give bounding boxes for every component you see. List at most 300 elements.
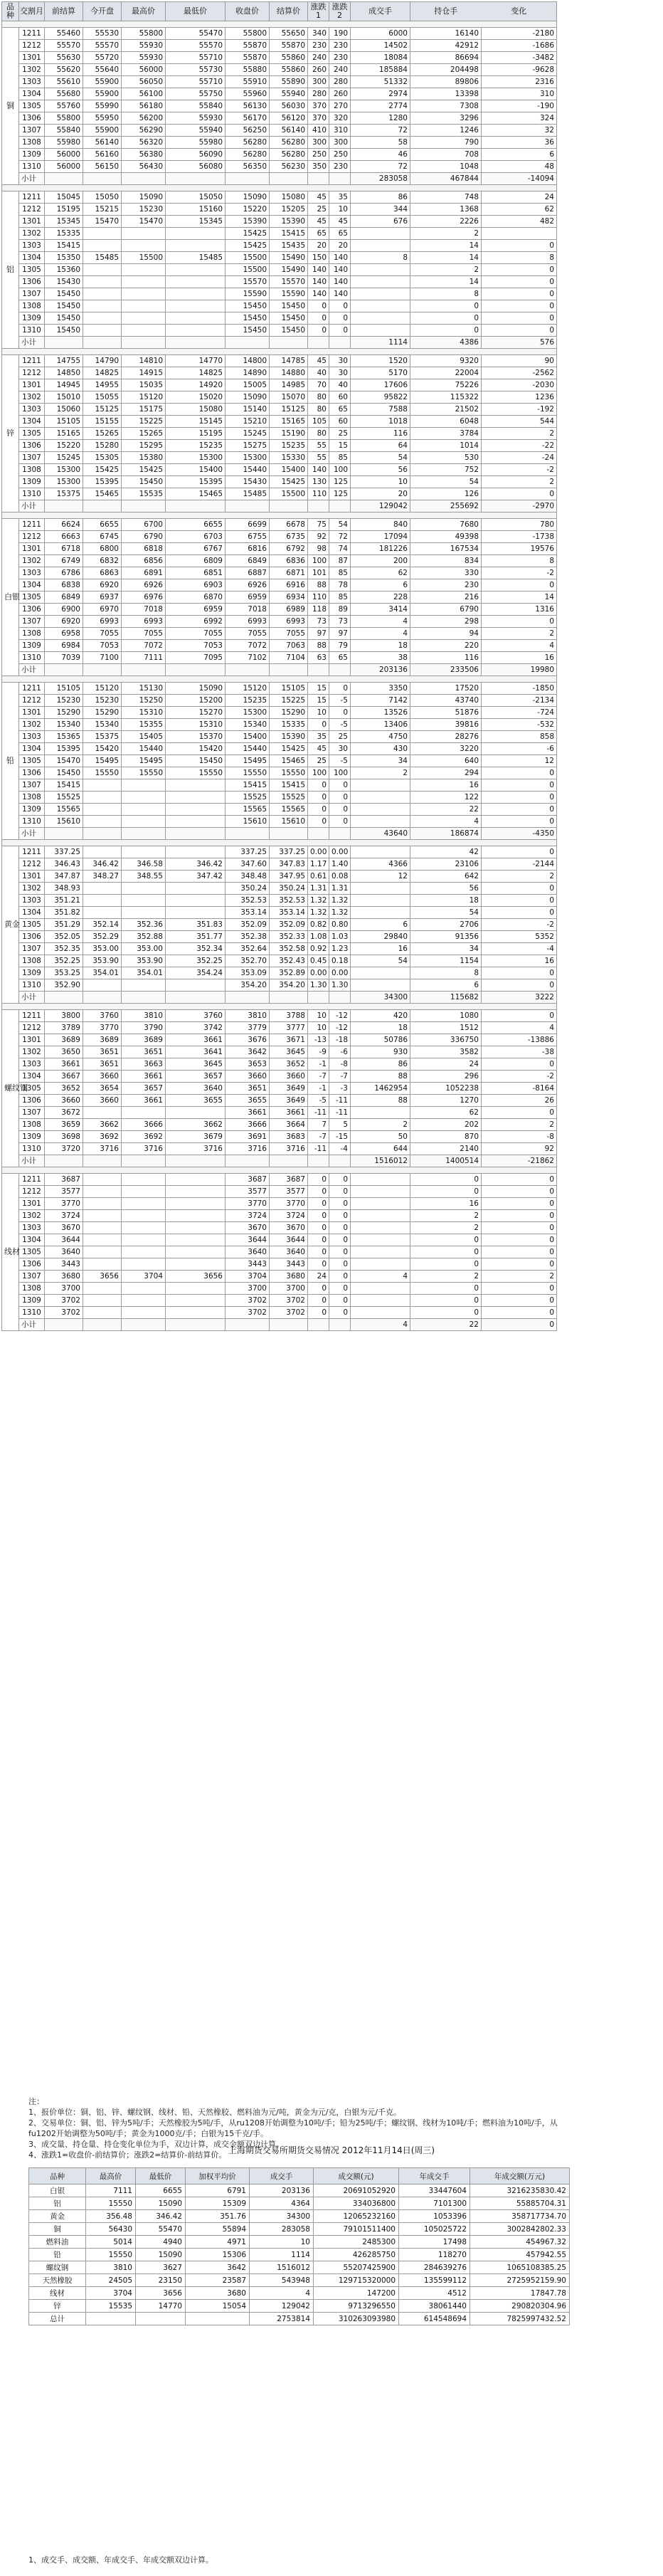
table-cell: 15090: [166, 683, 226, 695]
table-cell: 62: [482, 204, 557, 216]
table-cell: 1308: [19, 792, 45, 804]
table-cell: [83, 883, 122, 895]
table-row: [2, 191, 557, 204]
table-cell: 4: [351, 1271, 410, 1283]
table-cell: 3443: [45, 1258, 83, 1271]
futures-daily-table: [1, 1, 557, 1331]
table-cell: 3664: [270, 1119, 308, 1131]
table-cell: 62: [351, 567, 410, 579]
empty-cell: [83, 1319, 122, 1331]
table-cell: 7039: [45, 652, 83, 664]
table-cell: 6836: [270, 555, 308, 567]
column-header: 涨跌2: [329, 2, 351, 21]
table-cell: 7588: [351, 404, 410, 416]
table-cell: 15055: [83, 391, 122, 404]
table-cell: 15450: [226, 325, 270, 337]
table-cell: 15430: [226, 476, 270, 488]
summary-row: [29, 2210, 570, 2223]
table-cell: 55460: [45, 28, 83, 40]
table-cell: 1306: [19, 1258, 45, 1271]
table-cell: 15130: [122, 683, 166, 695]
product-name: 螺纹钢: [2, 1010, 19, 1167]
table-cell: 55620: [45, 64, 83, 76]
table-cell: 1246: [410, 125, 482, 137]
table-cell: 310263093980: [314, 2313, 399, 2325]
table-cell: 55760: [45, 100, 83, 112]
table-cell: 17094: [351, 531, 410, 543]
table-row: [2, 1010, 557, 1022]
table-cell: -1: [308, 1083, 329, 1095]
table-cell: 2: [410, 1210, 482, 1222]
section-separator: [2, 349, 557, 355]
table-cell: 370: [308, 100, 329, 112]
table-row: [2, 804, 557, 816]
table-cell: 55650: [270, 28, 308, 40]
table-cell: 334036800: [314, 2197, 399, 2210]
table-cell: 0.00: [308, 967, 329, 979]
table-cell: 0: [410, 1234, 482, 1246]
table-cell: 1309: [19, 476, 45, 488]
table-cell: 7: [308, 1119, 329, 1131]
table-row: [2, 1246, 557, 1258]
table-cell: 80: [308, 428, 329, 440]
table-cell: -6: [482, 743, 557, 755]
summary-row: [29, 2249, 570, 2261]
table-cell: 10: [308, 1010, 329, 1022]
empty-cell: [45, 828, 83, 840]
table-cell: 1.08: [308, 931, 329, 943]
table-cell: 0: [308, 792, 329, 804]
table-cell: [83, 264, 122, 276]
table-cell: 20: [308, 240, 329, 252]
table-cell: 4940: [136, 2236, 186, 2249]
table-cell: 2725952159.90: [470, 2274, 570, 2287]
table-cell: 15345: [166, 216, 226, 228]
table-cell: 24: [308, 1271, 329, 1283]
table-cell: [166, 240, 226, 252]
subtotal-volume: 129042: [351, 500, 410, 512]
table-cell: 6678: [270, 519, 308, 531]
table-cell: 3700: [270, 1283, 308, 1295]
table-row: [2, 88, 557, 100]
table-cell: 55885704.31: [470, 2197, 570, 2210]
table-cell: 6984: [45, 640, 83, 652]
table-cell: 22: [410, 804, 482, 816]
table-row: [2, 555, 557, 567]
table-cell: 3689: [83, 1034, 122, 1046]
table-cell: -5: [329, 695, 351, 707]
table-cell: 55610: [45, 76, 83, 88]
table-cell: 1301: [19, 216, 45, 228]
table-cell: 35: [329, 191, 351, 204]
table-cell: 0: [482, 1283, 557, 1295]
table-cell: 55900: [83, 88, 122, 100]
table-cell: 55930: [122, 40, 166, 52]
table-cell: 3649: [270, 1083, 308, 1095]
table-cell: 13398: [410, 88, 482, 100]
table-cell: 16: [351, 943, 410, 955]
table-cell: 28276: [410, 731, 482, 743]
table-cell: 350.24: [226, 883, 270, 895]
table-cell: 15200: [166, 695, 226, 707]
table-cell: 15450: [226, 312, 270, 325]
table-cell: 4: [250, 2287, 314, 2300]
table-cell: 15425: [270, 476, 308, 488]
table-cell: -5: [308, 1095, 329, 1107]
table-cell: -2: [482, 1071, 557, 1083]
subtotal-row: [2, 1319, 557, 1331]
table-cell: 230: [329, 40, 351, 52]
subtotal-row: [2, 500, 557, 512]
table-cell: 0: [329, 325, 351, 337]
table-cell: [351, 895, 410, 907]
table-cell: 6655: [83, 519, 122, 531]
table-cell: 6655: [166, 519, 226, 531]
table-cell: 354.24: [166, 967, 226, 979]
table-cell: [122, 264, 166, 276]
table-cell: 7018: [226, 604, 270, 616]
table-cell: 15060: [45, 404, 83, 416]
table-cell: 56050: [122, 76, 166, 88]
table-cell: 6755: [226, 531, 270, 543]
table-row: [2, 931, 557, 943]
table-cell: 14: [482, 592, 557, 604]
table-cell: 0: [329, 1222, 351, 1234]
table-cell: 56090: [166, 149, 226, 161]
table-cell: 352.09: [226, 919, 270, 931]
table-cell: 总计: [29, 2313, 86, 2325]
table-cell: [122, 883, 166, 895]
table-cell: 56170: [226, 112, 270, 125]
table-cell: [166, 979, 226, 992]
table-cell: 3789: [45, 1022, 83, 1034]
table-cell: 55: [308, 440, 329, 452]
table-cell: 3656: [136, 2287, 186, 2300]
table-cell: 15500: [226, 252, 270, 264]
table-cell: 16: [410, 779, 482, 792]
table-cell: [83, 228, 122, 240]
table-cell: 15205: [270, 204, 308, 216]
table-cell: 16: [410, 1198, 482, 1210]
table-cell: 351.83: [166, 919, 226, 931]
table-cell: 65: [329, 228, 351, 240]
table-cell: 15035: [122, 379, 166, 391]
table-cell: 15500: [122, 252, 166, 264]
empty-cell: [122, 1319, 166, 1331]
table-cell: [351, 264, 410, 276]
table-cell: 15360: [45, 264, 83, 276]
table-cell: [351, 300, 410, 312]
table-cell: 140: [329, 264, 351, 276]
table-cell: 0: [308, 1174, 329, 1186]
table-cell: 15300: [45, 476, 83, 488]
table-cell: -6: [329, 1046, 351, 1058]
table-cell: 4971: [186, 2236, 250, 2249]
table-cell: 0: [482, 1107, 557, 1119]
table-cell: 18: [351, 1022, 410, 1034]
table-cell: 15470: [45, 755, 83, 767]
table-cell: 348.48: [226, 871, 270, 883]
table-cell: 铅: [29, 2249, 86, 2261]
table-cell: 55470: [136, 2223, 186, 2236]
table-cell: 9713296550: [314, 2300, 399, 2313]
table-cell: 15535: [122, 488, 166, 500]
table-cell: 1304: [19, 88, 45, 100]
empty-cell: [45, 1155, 83, 1167]
table-cell: 15525: [45, 792, 83, 804]
table-cell: -7: [329, 1071, 351, 1083]
table-cell: 15125: [270, 404, 308, 416]
table-cell: 14770: [136, 2300, 186, 2313]
table-cell: 60: [329, 416, 351, 428]
table-cell: 1303: [19, 404, 45, 416]
table-cell: 15495: [83, 755, 122, 767]
table-cell: 3661: [122, 1071, 166, 1083]
table-cell: 3702: [45, 1295, 83, 1307]
table-cell: 33447604: [399, 2185, 470, 2197]
table-cell: 1212: [19, 695, 45, 707]
table-cell: 2: [482, 1271, 557, 1283]
table-cell: 4: [410, 816, 482, 828]
table-cell: 0: [329, 1234, 351, 1246]
table-cell: 1304: [19, 1071, 45, 1083]
table-cell: 15395: [83, 476, 122, 488]
empty-cell: [45, 173, 83, 185]
table-cell: [351, 1295, 410, 1307]
empty-cell: [308, 337, 329, 349]
table-cell: 3640: [166, 1083, 226, 1095]
table-cell: 16: [482, 955, 557, 967]
table-cell: [166, 846, 226, 858]
table-cell: 15420: [166, 743, 226, 755]
table-cell: 90: [482, 355, 557, 367]
table-cell: 25: [329, 731, 351, 743]
table-cell: 0: [482, 488, 557, 500]
table-cell: 56200: [122, 112, 166, 125]
table-cell: 1305: [19, 919, 45, 931]
table-cell: 352.64: [226, 943, 270, 955]
table-cell: 0: [410, 1307, 482, 1319]
table-cell: 15440: [122, 743, 166, 755]
table-cell: 1303: [19, 895, 45, 907]
table-cell: 2140: [410, 1143, 482, 1155]
table-cell: 1305: [19, 1083, 45, 1095]
table-row: [2, 907, 557, 919]
table-cell: -2: [482, 567, 557, 579]
table-cell: [83, 895, 122, 907]
table-cell: 1053396: [399, 2210, 470, 2223]
table-cell: [166, 288, 226, 300]
table-cell: 0.18: [329, 955, 351, 967]
table-cell: 15245: [45, 452, 83, 464]
table-cell: 870: [410, 1131, 482, 1143]
table-cell: 55800: [45, 112, 83, 125]
subtotal-open-interest: 115682: [410, 992, 482, 1004]
note-line: 4、涨跌1=收盘价-前结算价；涨跌2=结算价-前结算价。: [28, 2150, 227, 2160]
table-cell: 1212: [19, 204, 45, 216]
table-cell: 6849: [226, 555, 270, 567]
table-cell: 15550: [86, 2249, 136, 2261]
column-header: 最高价: [122, 2, 166, 21]
table-row: [2, 312, 557, 325]
table-cell: 1308: [19, 137, 45, 149]
column-header: 成交手: [351, 2, 410, 21]
empty-cell: [226, 500, 270, 512]
table-cell: -15: [329, 1131, 351, 1143]
table-cell: 6993: [122, 616, 166, 628]
table-cell: [351, 312, 410, 325]
table-cell: 55900: [83, 125, 122, 137]
table-cell: 80: [308, 404, 329, 416]
empty-cell: [83, 664, 122, 676]
table-cell: 15375: [45, 488, 83, 500]
table-cell: 1310: [19, 652, 45, 664]
table-cell: 10: [250, 2236, 314, 2249]
table-cell: 3724: [270, 1210, 308, 1222]
table-cell: 3716: [270, 1143, 308, 1155]
table-cell: 100: [329, 464, 351, 476]
table-cell: 15165: [270, 416, 308, 428]
table-cell: 348.55: [122, 871, 166, 883]
table-cell: 0: [329, 707, 351, 719]
table-row: [2, 779, 557, 792]
table-cell: 98: [308, 543, 329, 555]
table-cell: 15430: [45, 276, 83, 288]
table-cell: 6703: [166, 531, 226, 543]
table-cell: 1211: [19, 1010, 45, 1022]
table-cell: 15080: [166, 404, 226, 416]
table-cell: 1309: [19, 967, 45, 979]
table-row: [2, 452, 557, 464]
table-cell: 0: [482, 300, 557, 312]
table-cell: 14890: [226, 367, 270, 379]
note-line: 1、报价单位：铜、铝、锌、螺纹钢、线材、铅、天然橡胶、燃料油为元/吨，黄金为元/克，白银为元/千克。: [28, 2108, 402, 2117]
table-cell: 铝: [29, 2197, 86, 2210]
table-cell: 0.92: [308, 943, 329, 955]
table-cell: [351, 792, 410, 804]
table-row: [2, 628, 557, 640]
table-cell: 3661: [270, 1107, 308, 1119]
table-cell: 15310: [122, 707, 166, 719]
table-cell: [83, 804, 122, 816]
table-cell: -724: [482, 707, 557, 719]
table-cell: 644: [351, 1143, 410, 1155]
column-header: 前结算: [45, 2, 83, 21]
table-cell: 0: [329, 312, 351, 325]
table-cell: 1212: [19, 858, 45, 871]
table-cell: 6745: [83, 531, 122, 543]
table-cell: 7072: [122, 640, 166, 652]
table-cell: 3656: [166, 1271, 226, 1283]
table-cell: [166, 1186, 226, 1198]
footnote: 1、成交手、成交额、年成交手、年成交额双边计算。: [28, 2555, 213, 2565]
table-row: [2, 767, 557, 779]
product-name: 线材: [2, 1174, 19, 1331]
table-cell: 1310: [19, 325, 45, 337]
subtotal-change: 0: [482, 1319, 557, 1331]
table-cell: 15465: [166, 488, 226, 500]
product-name: 铝: [2, 191, 19, 349]
table-cell: 6: [482, 149, 557, 161]
table-cell: 6870: [166, 592, 226, 604]
table-cell: -1686: [482, 40, 557, 52]
table-cell: 7102: [226, 652, 270, 664]
table-row: [2, 64, 557, 76]
table-cell: 15440: [226, 464, 270, 476]
table-cell: 0: [308, 1210, 329, 1222]
table-row: [2, 883, 557, 895]
table-cell: 1303: [19, 731, 45, 743]
table-cell: 15340: [226, 719, 270, 731]
table-cell: 3651: [83, 1046, 122, 1058]
table-cell: -1738: [482, 531, 557, 543]
table-cell: 3652: [45, 1083, 83, 1095]
table-cell: 1301: [19, 379, 45, 391]
table-cell: [351, 228, 410, 240]
table-cell: 1211: [19, 191, 45, 204]
table-cell: 15550: [122, 767, 166, 779]
table-cell: 45: [308, 191, 329, 204]
table-cell: 55840: [45, 125, 83, 137]
table-cell: 1302: [19, 555, 45, 567]
table-cell: 1309: [19, 1295, 45, 1307]
empty-cell: [166, 500, 226, 512]
table-cell: 347.42: [166, 871, 226, 883]
table-cell: 0: [482, 1222, 557, 1234]
table-cell: -8: [329, 1058, 351, 1071]
table-cell: 0: [482, 1246, 557, 1258]
table-cell: 1307: [19, 452, 45, 464]
table-cell: 200: [351, 555, 410, 567]
table-row: [2, 1143, 557, 1155]
empty-cell: [226, 664, 270, 676]
table-cell: 8: [482, 555, 557, 567]
table-cell: 15415: [270, 779, 308, 792]
table-cell: 15400: [226, 731, 270, 743]
table-cell: 15215: [83, 204, 122, 216]
table-cell: 0: [482, 792, 557, 804]
table-cell: 55910: [226, 76, 270, 88]
table-cell: 15090: [136, 2249, 186, 2261]
table-cell: -8164: [482, 1083, 557, 1095]
table-cell: 铜: [29, 2223, 86, 2236]
table-cell: 0: [410, 1295, 482, 1307]
table-row: [2, 1307, 557, 1319]
table-cell: 3662: [166, 1119, 226, 1131]
table-cell: 3742: [166, 1022, 226, 1034]
table-row: [2, 1119, 557, 1131]
table-row: [2, 367, 557, 379]
table-cell: 1305: [19, 100, 45, 112]
table-cell: 55800: [122, 28, 166, 40]
table-cell: [351, 1234, 410, 1246]
table-cell: 56280: [270, 137, 308, 149]
empty-cell: [83, 500, 122, 512]
table-cell: 14985: [270, 379, 308, 391]
table-cell: -3: [329, 1083, 351, 1095]
table-cell: 1.32: [308, 895, 329, 907]
table-cell: [122, 1234, 166, 1246]
table-cell: 337.25: [226, 846, 270, 858]
table-cell: [351, 1246, 410, 1258]
table-cell: 3702: [270, 1307, 308, 1319]
table-row: [2, 100, 557, 112]
table-cell: 0: [482, 907, 557, 919]
table-cell: 0: [482, 779, 557, 792]
table-cell: [482, 228, 557, 240]
table-cell: 15235: [270, 440, 308, 452]
table-cell: [351, 1222, 410, 1234]
